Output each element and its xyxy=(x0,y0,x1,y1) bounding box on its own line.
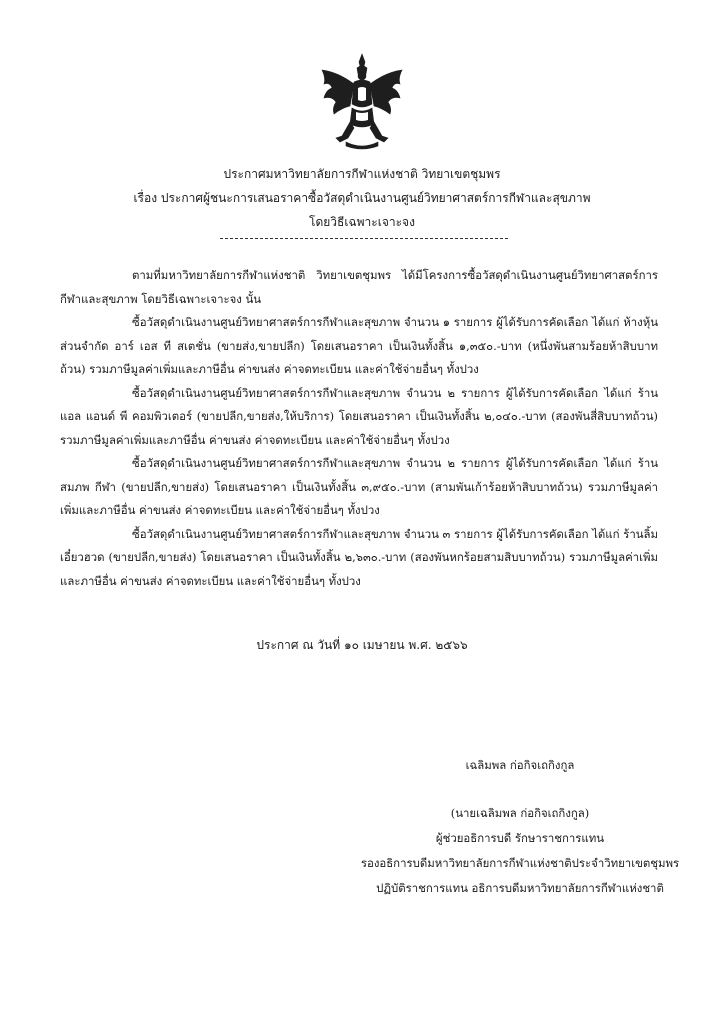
signatory-position: รองอธิการบดีมหาวิทยาลัยการกีฬาแห่งชาติประจำวิทยาเขตชุมพร xyxy=(360,856,680,870)
announcement-body xyxy=(60,264,658,593)
award-paragraph: ซื้อวัสดุดำเนินงานศูนย์วิทยาศาสตร์การกีฬาและสุขภาพ จำนวน ๒ รายการ ผู้ได้รับการคัดเลือก ได้แก่ ร้านแอล แอนด์ พี คอมพิวเตอร์ (ขายปลีก,ขายส่ง,ให้บริการ) โดยเสนอราคา เป็นเงินทั้งสิ้น ๒,๐๔๐.-บาท (สองพันสี่สิบบาทถ้วน) รวมภาษีมูลค่าเพิ่มและภาษีอื่น ค่าขนส่ง ค่าจดทะเบียน และค่าใช้จ่ายอื่นๆ ทั้งปวง xyxy=(60,385,658,447)
signatory-name: (นายเฉลิมพล ก่อกิจเถกิงกูล) xyxy=(450,806,590,820)
announcement-date: ประกาศ ณ วันที่ ๑๐ เมษายน พ.ศ. ๒๕๖๖ xyxy=(256,638,468,652)
signatory-title: ผู้ช่วยอธิการบดี รักษาราชการแทน xyxy=(435,831,605,845)
award-paragraph: ซื้อวัสดุดำเนินงานศูนย์วิทยาศาสตร์การกีฬาและสุขภาพ จำนวน ๒ รายการ ผู้ได้รับการคัดเลือก ได้แก่ ร้านสมภพ กีฬา (ขายปลีก,ขายส่ง) โดยเสนอราคา เป็นเงินทั้งสิ้น ๓,๙๕๐.-บาท (สามพันเก้าร้อยห้าสิบบาทถ้วน) รวมภาษีมูลค่าเพิ่มและภาษีอื่น ค่าขนส่ง ค่าจดทะเบียน และค่าใช้จ่ายอื่นๆ ทั้งปวง xyxy=(60,456,658,517)
procurement-method: โดยวิธีเฉพาะเจาะจง xyxy=(309,215,415,229)
header-divider xyxy=(220,238,508,239)
intro-paragraph: ตามที่มหาวิทยาลัยการกีฬาแห่งชาติ วิทยาเขตชุมพร ได้มีโครงการซื้อวัสดุดำเนินงานศูนย์วิทยาศาสตร์การกีฬาและสุขภาพ โดยวิธีเฉพาะเจาะจง นั้น xyxy=(60,268,658,306)
announcement-heading: ประกาศมหาวิทยาลัยการกีฬาแห่งชาติ วิทยาเขตชุมพร xyxy=(223,167,501,181)
award-paragraph: ซื้อวัสดุดำเนินงานศูนย์วิทยาศาสตร์การกีฬาและสุขภาพ จำนวน ๑ รายการ ผู้ได้รับการคัดเลือก ได้แก่ ห้างหุ้นส่วนจำกัด อาร์ เอส ที สเตชั่น (ขายส่ง,ขายปลีก) โดยเสนอราคา เป็นเงินทั้งสิ้น ๑,๓๕๐.-บาท (หนึ่งพันสามร้อยห้าสิบบาทถ้วน) รวมภาษีมูลค่าเพิ่มและภาษีอื่น ค่าขนส่ง ค่าจดทะเบียน และค่าใช้จ่ายอื่นๆ ทั้งปวง xyxy=(60,315,658,376)
award-paragraph: ซื้อวัสดุดำเนินงานศูนย์วิทยาศาสตร์การกีฬาและสุขภาพ จำนวน ๓ รายการ ผู้ได้รับการคัดเลือก ได้แก่ ร้านลิ้มเอี๋ยวฮวด (ขายปลีก,ขายส่ง) โดยเสนอราคา เป็นเงินทั้งสิ้น ๒,๖๓๐.-บาท (สองพันหกร้อยสามสิบบาทถ้วน) รวมภาษีมูลค่าเพิ่มและภาษีอื่น ค่าขนส่ง ค่าจดทะเบียน และค่าใช้จ่ายอื่นๆ ทั้งปวง xyxy=(60,526,658,588)
signatory-authority: ปฏิบัติราชการแทน อธิการบดีมหาวิทยาลัยการกีฬาแห่งชาติ xyxy=(376,881,664,895)
announcement-subject: เรื่อง ประกาศผู้ชนะการเสนอราคาซื้อวัสดุดำเนินงานศูนย์วิทยาศาสตร์การกีฬาและสุขภาพ xyxy=(133,191,591,205)
signature: เฉลิมพล ก่อกิจเถกิงกูล xyxy=(465,758,575,772)
garuda-emblem-icon xyxy=(316,52,408,152)
